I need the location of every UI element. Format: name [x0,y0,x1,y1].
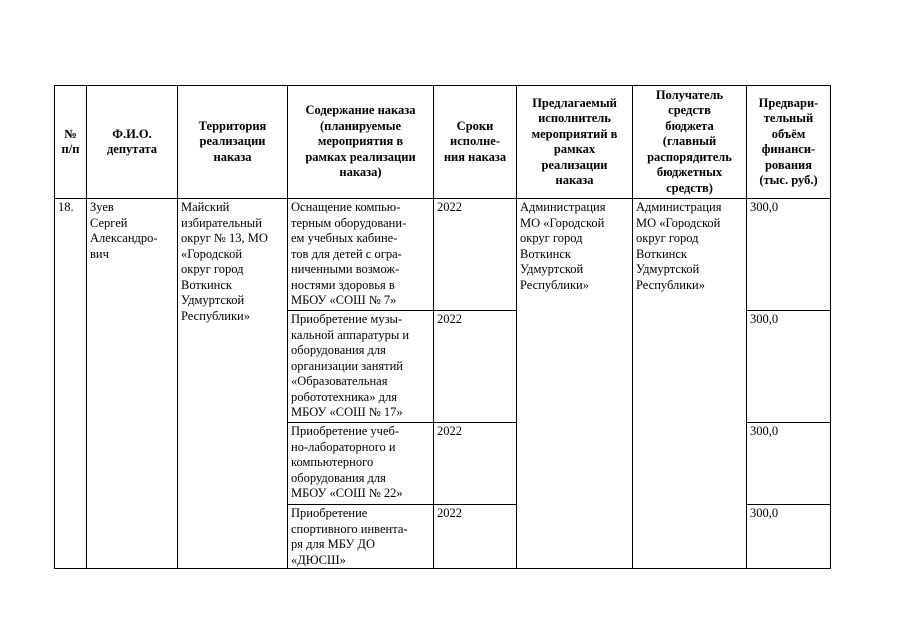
header-number: № п/п [55,86,87,199]
deadline-year: 2022 [434,505,517,569]
row-number: 18. [55,199,87,569]
funding-amount: 300,0 [747,199,831,311]
header-territory: Территория реализации наказа [178,86,288,199]
mandate-content: Приобретение учеб- но-лабораторного и компьютерного оборудования для МБОУ «СОШ № 22» [288,423,434,505]
header-content: Содержание наказа (планируемые мероприятия в рамках реализации наказа) [288,86,434,199]
executor: Администрация МО «Городской округ город Воткинск Удмуртской Республики» [517,199,633,569]
header-deputy: Ф.И.О. депутата [87,86,178,199]
budget-recipient: Администрация МО «Городской округ город Воткинск Удмуртской Республики» [633,199,747,569]
deputy-name: Зуев Сергей Александро- вич [87,199,178,569]
mandate-table [54,85,831,569]
header-funding: Предвари- тельный объём финанси- рования (тыс. руб.) [747,86,831,199]
mandate-content: Оснащение компью- терным оборудовани- ем учебных кабине- тов для детей с огра- ниченными возмож- ностями здоровья в МБОУ «СОШ № 7» [288,199,434,311]
funding-amount: 300,0 [747,505,831,569]
territory: Майский избирательный округ № 13, МО «Городской округ город Воткинск Удмуртской Республики» [178,199,288,569]
header-recipient: Получатель средств бюджета (главный распорядитель бюджетных средств) [633,86,747,199]
deadline-year: 2022 [434,423,517,505]
deadline-year: 2022 [434,311,517,423]
funding-amount: 300,0 [747,423,831,505]
table-row [55,199,831,311]
header-executor: Предлагаемый исполнитель мероприятий в рамках реализации наказа [517,86,633,199]
funding-amount: 300,0 [747,311,831,423]
mandate-content: Приобретение музы- кальной аппаратуры и оборудования для организации занятий «Образовательная робототехника» для МБОУ «СОШ № 17» [288,311,434,423]
header-row [55,86,831,199]
mandate-content: Приобретение спортивного инвента- ря для МБУ ДО «ДЮСШ» [288,505,434,569]
header-deadline: Сроки исполне- ния наказа [434,86,517,199]
deadline-year: 2022 [434,199,517,311]
